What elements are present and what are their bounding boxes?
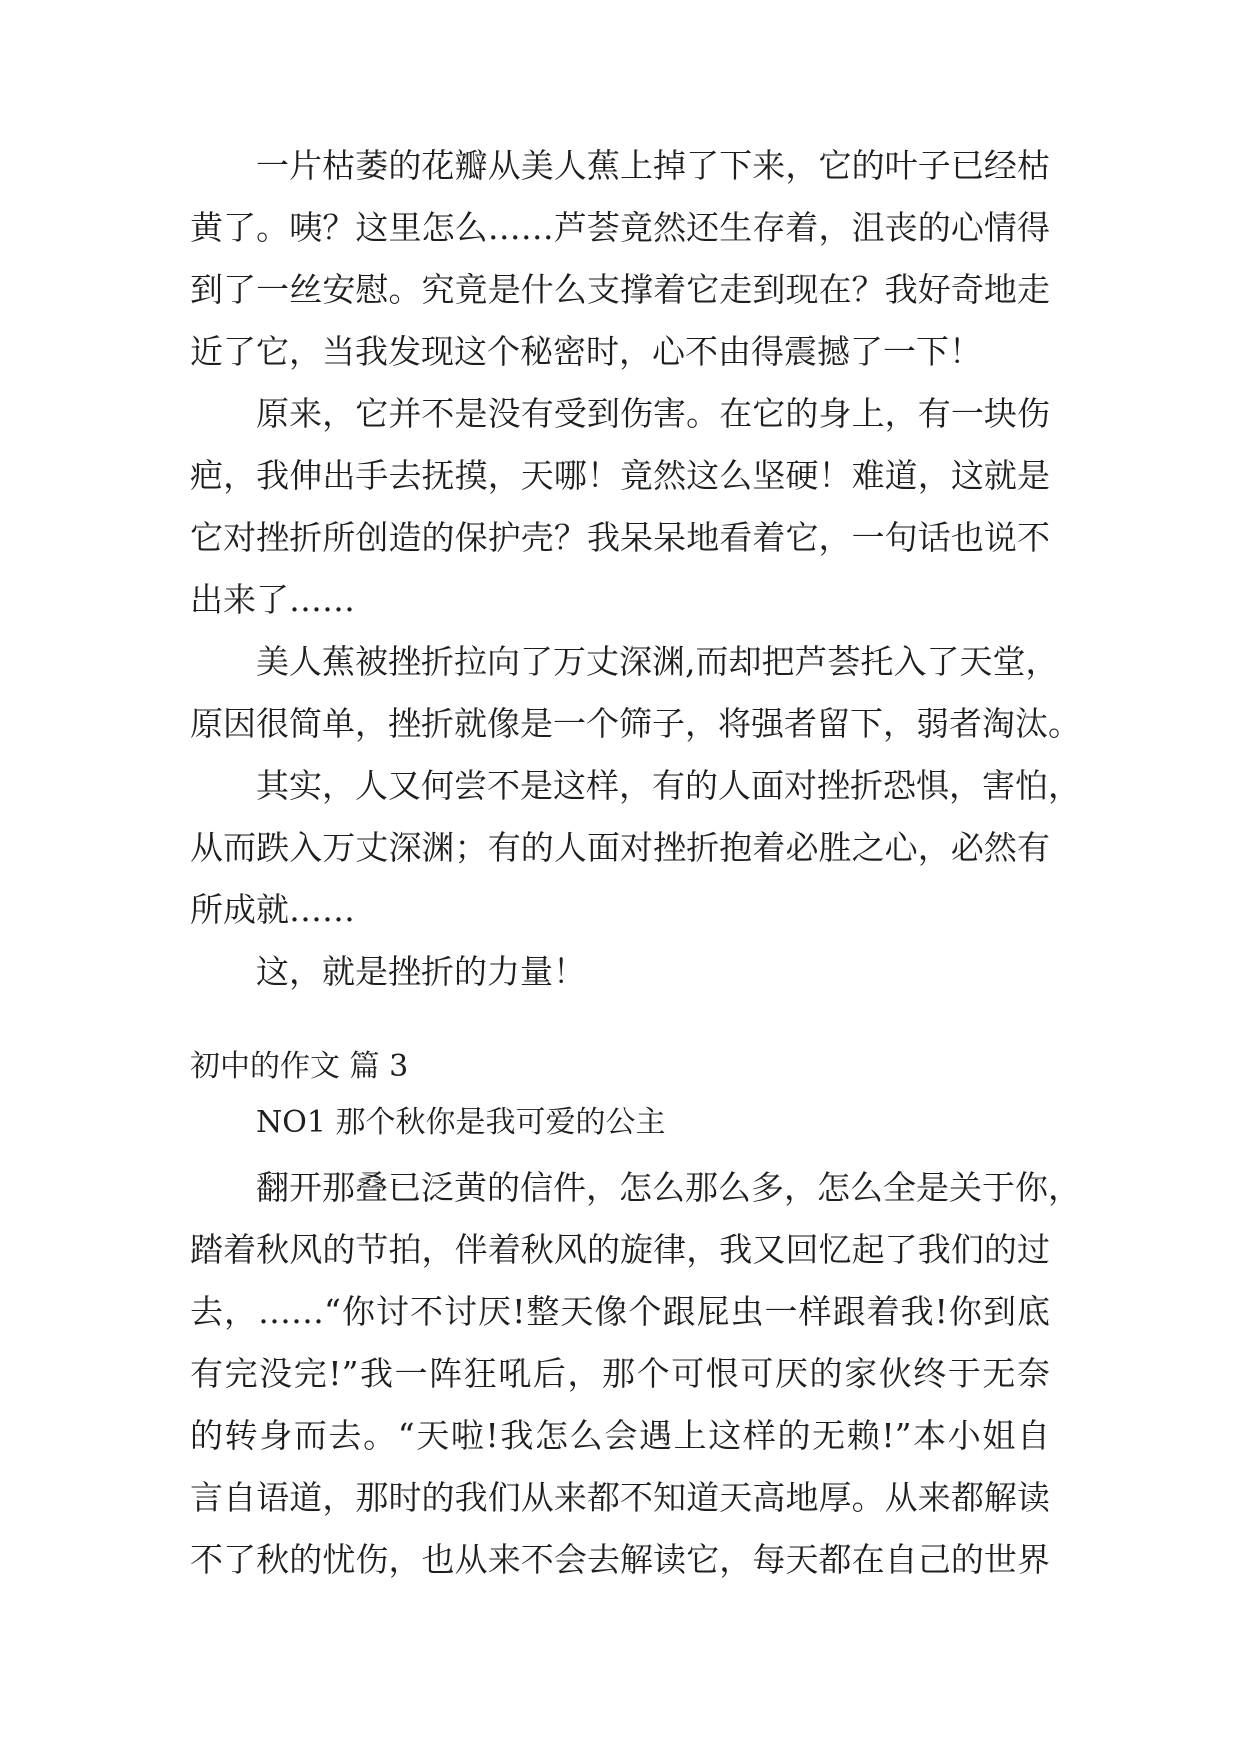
- text-line: 踏着秋风的节拍，伴着秋风的旋律，我又回忆起了我们的过: [190, 1230, 1050, 1269]
- text-line: 其实，人又何尝不是这样，有的人面对挫折恐惧，害怕，: [256, 766, 1081, 805]
- text-line: 去，……“你讨不讨厌!整天像个跟屁虫一样跟着我!你到底: [190, 1292, 1050, 1331]
- text-line: 美人蕉被挫折拉向了万丈深渊,而却把芦荟托入了天堂，: [256, 642, 1059, 681]
- text-line: 原来，它并不是没有受到伤害。在它的身上，有一块伤: [256, 394, 1050, 433]
- text-line: 所成就……: [190, 890, 355, 929]
- section-heading: 初中的作文 篇 3: [190, 1049, 409, 1084]
- text-line: 言自语道，那时的我们从来都不知道天高地厚。从来都解读: [190, 1478, 1050, 1517]
- text-line: 近了它，当我发现这个秘密时，心不由得震撼了一下！: [190, 332, 982, 371]
- text-line: 它对挫折所创造的保护壳？我呆呆地看着它，一句话也说不: [190, 518, 1050, 557]
- text-line: 的转身而去。“天啦!我怎么会遇上这样的无赖!”本小姐自: [190, 1416, 1050, 1455]
- text-line: 翻开那叠已泛黄的信件，怎么那么多，怎么全是关于你，: [256, 1168, 1081, 1207]
- text-line: 有完没完!”我一阵狂吼后，那个可恨可厌的家伙终于无奈: [190, 1354, 1050, 1393]
- text-line: 不了秋的忧伤，也从来不会去解读它，每天都在自己的世界: [190, 1540, 1050, 1579]
- text-line: 疤，我伸出手去抚摸，天哪！竟然这么坚硬！难道，这就是: [190, 456, 1050, 495]
- text-line: 这，就是挫折的力量！: [256, 952, 586, 991]
- text-line: 从而跌入万丈深渊；有的人面对挫折抱着必胜之心，必然有: [190, 828, 1050, 867]
- text-line: 到了一丝安慰。究竟是什么支撑着它走到现在？我好奇地走: [190, 270, 1050, 309]
- text-line: 黄了。咦？这里怎么……芦荟竟然还生存着，沮丧的心情得: [190, 208, 1050, 247]
- text-line: 原因很简单，挫折就像是一个筛子，将强者留下，弱者淘汰。: [190, 704, 1081, 743]
- article-subtitle: NO1 那个秋你是我可爱的公主: [256, 1105, 666, 1140]
- text-line: 出来了……: [190, 580, 355, 619]
- text-line: 一片枯萎的花瓣从美人蕉上掉了下来，它的叶子已经枯: [256, 146, 1050, 185]
